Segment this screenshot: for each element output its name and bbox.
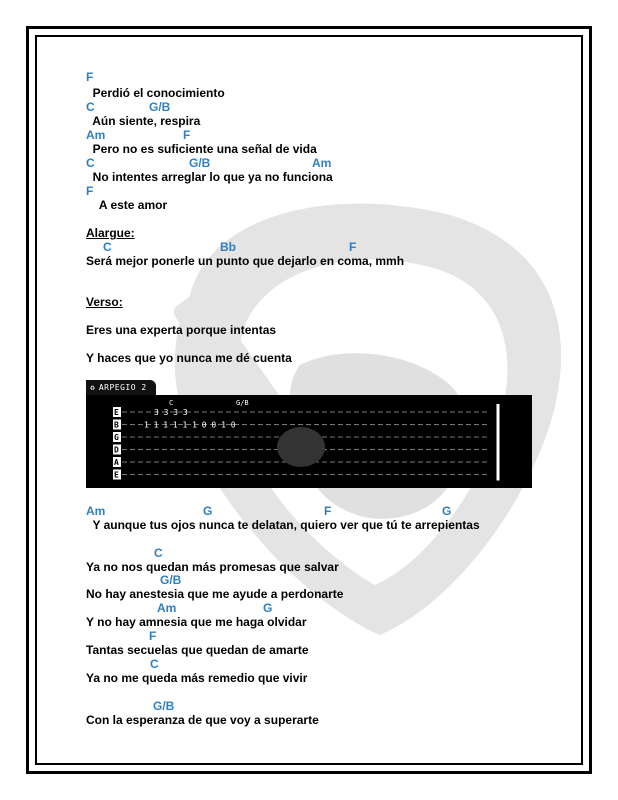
tab-body: [86, 395, 532, 488]
alargue-lyric: Será mejor ponerle un punto que dejarlo en coma, mmh: [86, 254, 405, 268]
verso-lyric-2: Y haces que yo nunca me dé cuenta: [86, 351, 292, 365]
tab-string-name: A: [114, 458, 119, 467]
intro-lyric-line: No intentes arreglar lo que ya no funciona: [86, 170, 333, 184]
tab-notes-b: 1 1 1 1 1 1 0 0 1 0: [144, 420, 236, 430]
intro-lyric-line: Perdió el conocimiento: [86, 86, 225, 100]
intro-lyric-line: Pero no es suficiente una señal de vida: [86, 142, 317, 156]
chord-symbol: F: [86, 70, 94, 84]
chord-symbol: G: [442, 504, 452, 518]
alargue-heading: Alargue:: [86, 226, 135, 240]
tab-chord-label: G/B: [236, 399, 249, 407]
chord-symbol: C: [86, 100, 95, 114]
chord-symbol: F: [324, 504, 332, 518]
chord-symbol: Am: [312, 156, 332, 170]
chord-symbol: C: [150, 657, 159, 671]
chorus-lyric-line: Con la esperanza de que voy a superarte: [86, 713, 319, 727]
chorus-lyric-line: Ya no nos quedan más promesas que salvar: [86, 560, 339, 574]
chord-symbol: Am: [157, 601, 177, 615]
tab-string-name: E: [114, 408, 119, 417]
tab-string-name: D: [114, 445, 119, 455]
tab-notes-high-e: 3 3 3 3: [154, 408, 188, 417]
alargue-chord-line: [86, 240, 486, 254]
chord-symbol: G/B: [189, 156, 211, 170]
tab-string-name: E: [114, 470, 119, 480]
intro-chord-line: [86, 156, 546, 170]
intro-chord-line: [86, 70, 546, 84]
intro-lyric-line: A este amor: [86, 198, 168, 212]
chorus-lyric-line: Tantas secuelas que quedan de amarte: [86, 643, 309, 657]
chorus-chord-line: [86, 504, 546, 518]
chord-symbol: Am: [86, 128, 106, 142]
chord-symbol: F: [149, 629, 157, 643]
chord-symbol: G/B: [149, 100, 171, 114]
chord-symbol: C: [86, 156, 95, 170]
chord-symbol: F: [349, 240, 357, 254]
verso-lyric-1: Eres una experta porque intentas: [86, 323, 277, 337]
chord-symbol: F: [183, 128, 191, 142]
chord-symbol: C: [103, 240, 112, 254]
chord-symbol: Bb: [220, 240, 236, 254]
tab-watermark-icon: [277, 427, 325, 467]
chorus-lyric-line: No hay anestesia que me ayude a perdonarte: [86, 587, 344, 601]
tab-label: ♻ ARPEGIO 2: [86, 380, 156, 395]
chorus-chord-line: [86, 657, 546, 671]
chord-symbol: Am: [86, 504, 106, 518]
verso-heading: Verso:: [86, 295, 123, 309]
tab-string-name: B: [114, 420, 119, 430]
tablature-block: [86, 380, 532, 488]
intro-chord-line: [86, 128, 546, 142]
chorus-chord-line: [86, 601, 546, 615]
intro-chord-line: [86, 184, 546, 198]
tab-string-name: G: [114, 433, 119, 442]
tab-label-text: ARPEGIO 2: [98, 383, 147, 392]
chorus-lyric-line: Y aunque tus ojos nunca te delatan, quiero ver que tú te arrepientas: [86, 518, 480, 532]
chord-symbol: C: [154, 546, 163, 560]
chord-symbol: F: [86, 184, 94, 198]
chorus-lyric-line: Ya no me queda más remedio que vivir: [86, 671, 308, 685]
chorus-chord-line: [86, 573, 546, 587]
chorus-lyric-line: Y no hay amnesia que me haga olvidar: [86, 615, 307, 629]
intro-lyric-line: Aún siente, respira: [86, 114, 201, 128]
chord-symbol: G: [203, 504, 213, 518]
chord-symbol: G/B: [153, 699, 175, 713]
chorus-chord-line: [86, 699, 546, 713]
chorus-chord-line: [86, 546, 546, 560]
tab-staff: [86, 395, 532, 488]
chord-symbol: G: [263, 601, 273, 615]
chord-symbol: G/B: [160, 573, 182, 587]
chorus-chord-line: [86, 629, 546, 643]
tab-chord-label: C: [169, 399, 174, 407]
intro-chord-line: [86, 100, 546, 114]
